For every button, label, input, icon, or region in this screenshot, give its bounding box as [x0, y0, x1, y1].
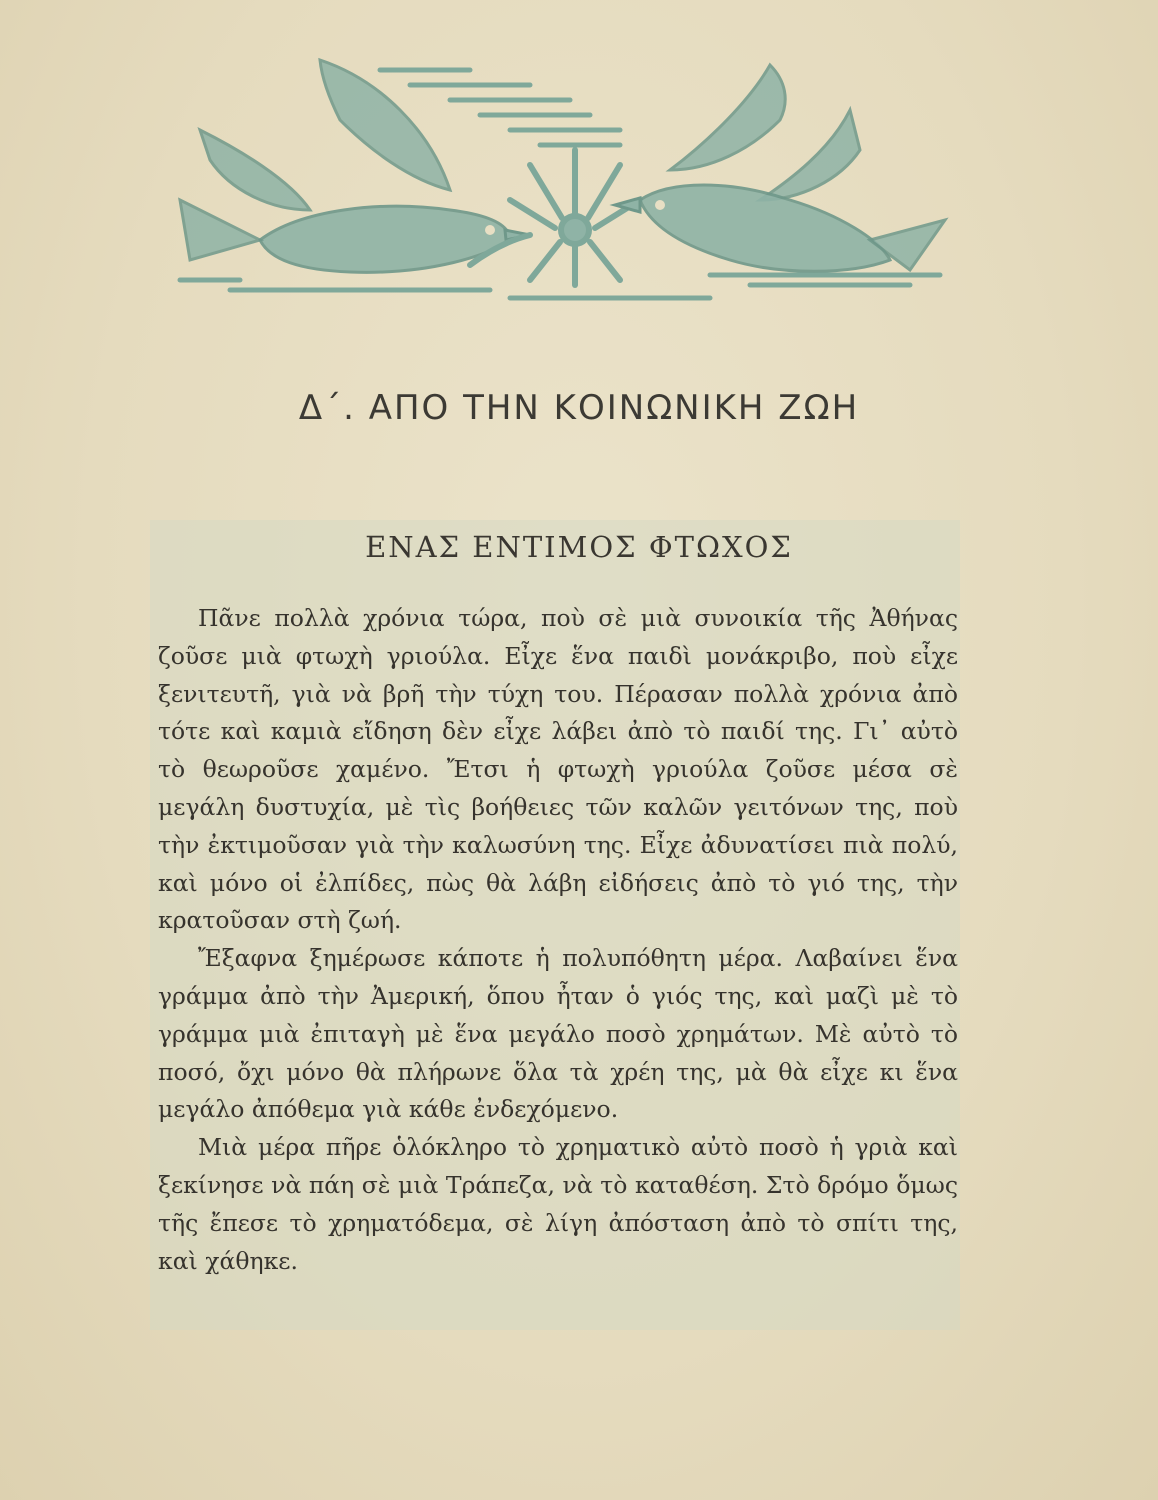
story-title: ΕΝΑΣ ΕΝΤΙΜΟΣ ΦΤΩΧΟΣ	[365, 530, 793, 564]
paragraph: Μιὰ μέρα πῆρε ὁλόκληρο τὸ χρηματικὸ αὐτὸ ποσὸ ἡ γριὰ καὶ ξεκίνησε νὰ πάη σὲ μιὰ Τράπεζα, νὰ τὸ καταθέση. Στὸ δρόμο ὅμως τῆς ἔπεσε τὸ χρηματόδεμα, σὲ λίγη ἀπόσταση ἀπὸ τὸ σπίτι της, καὶ χάθηκε.	[158, 1133, 958, 1275]
birds-and-flower-ornament	[150, 40, 950, 310]
section-title: Δ΄. ΑΠΟ ΤΗΝ ΚΟΙΝΩΝΙΚΗ ΖΩΗ	[298, 388, 860, 428]
paragraph: Πᾶνε πολλὰ χρόνια τώρα, ποὺ σὲ μιὰ συνοικία τῆς Ἀθήνας ζοῦσε μιὰ φτωχὴ γριούλα. Εἶχε ἕνα παιδὶ μονάκριβο, ποὺ εἶχε ξενιτευτῆ, γιὰ νὰ βρῆ τὴν τύχη του. Πέρασαν πολλὰ χρόνια ἀπὸ τότε καὶ καμιὰ εἴδηση δὲν εἶχε λάβει ἀπὸ τὸ παιδί της. Γι᾿ αὐτὸ τὸ θεωροῦσε χαμένο. Ἔτσι ἡ φτωχὴ γριούλα ζοῦσε μέσα σὲ μεγάλη δυστυχία, μὲ τὶς βοήθειες τῶν καλῶν γειτόνων της, ποὺ τὴν ἐκτιμοῦσαν γιὰ τὴν καλωσύνη της. Εἶχε ἀδυνατίσει πιὰ πολύ, καὶ μόνο οἱ ἐλπίδες, πὼς θὰ λάβη εἰδήσεις ἀπὸ τὸ γιό της, τὴν κρατοῦσαν στὴ ζωή.	[158, 604, 958, 935]
paragraph: Ἔξαφνα ξημέρωσε κάποτε ἡ πολυπόθητη μέρα. Λαβαίνει ἕνα γράμμα ἀπὸ τὴν Ἀμερική, ὅπου ἦταν ὁ γιός της, καὶ μαζὶ μὲ τὸ γράμμα μιὰ ἐπιταγὴ μὲ ἕνα μεγάλο ποσὸ χρημάτων. Μὲ αὐτὸ τὸ ποσό, ὄχι μόνο θὰ πλήρωνε ὅλα τὰ χρέη της, μὰ θὰ εἶχε κι ἕνα μεγάλο ἀπόθεμα γιὰ κάθε ἐνδεχόμενο.	[158, 944, 958, 1124]
right-bird-icon	[615, 65, 945, 271]
story-body	[158, 600, 958, 1280]
left-bird-icon	[180, 60, 530, 272]
flower-icon	[470, 150, 640, 285]
